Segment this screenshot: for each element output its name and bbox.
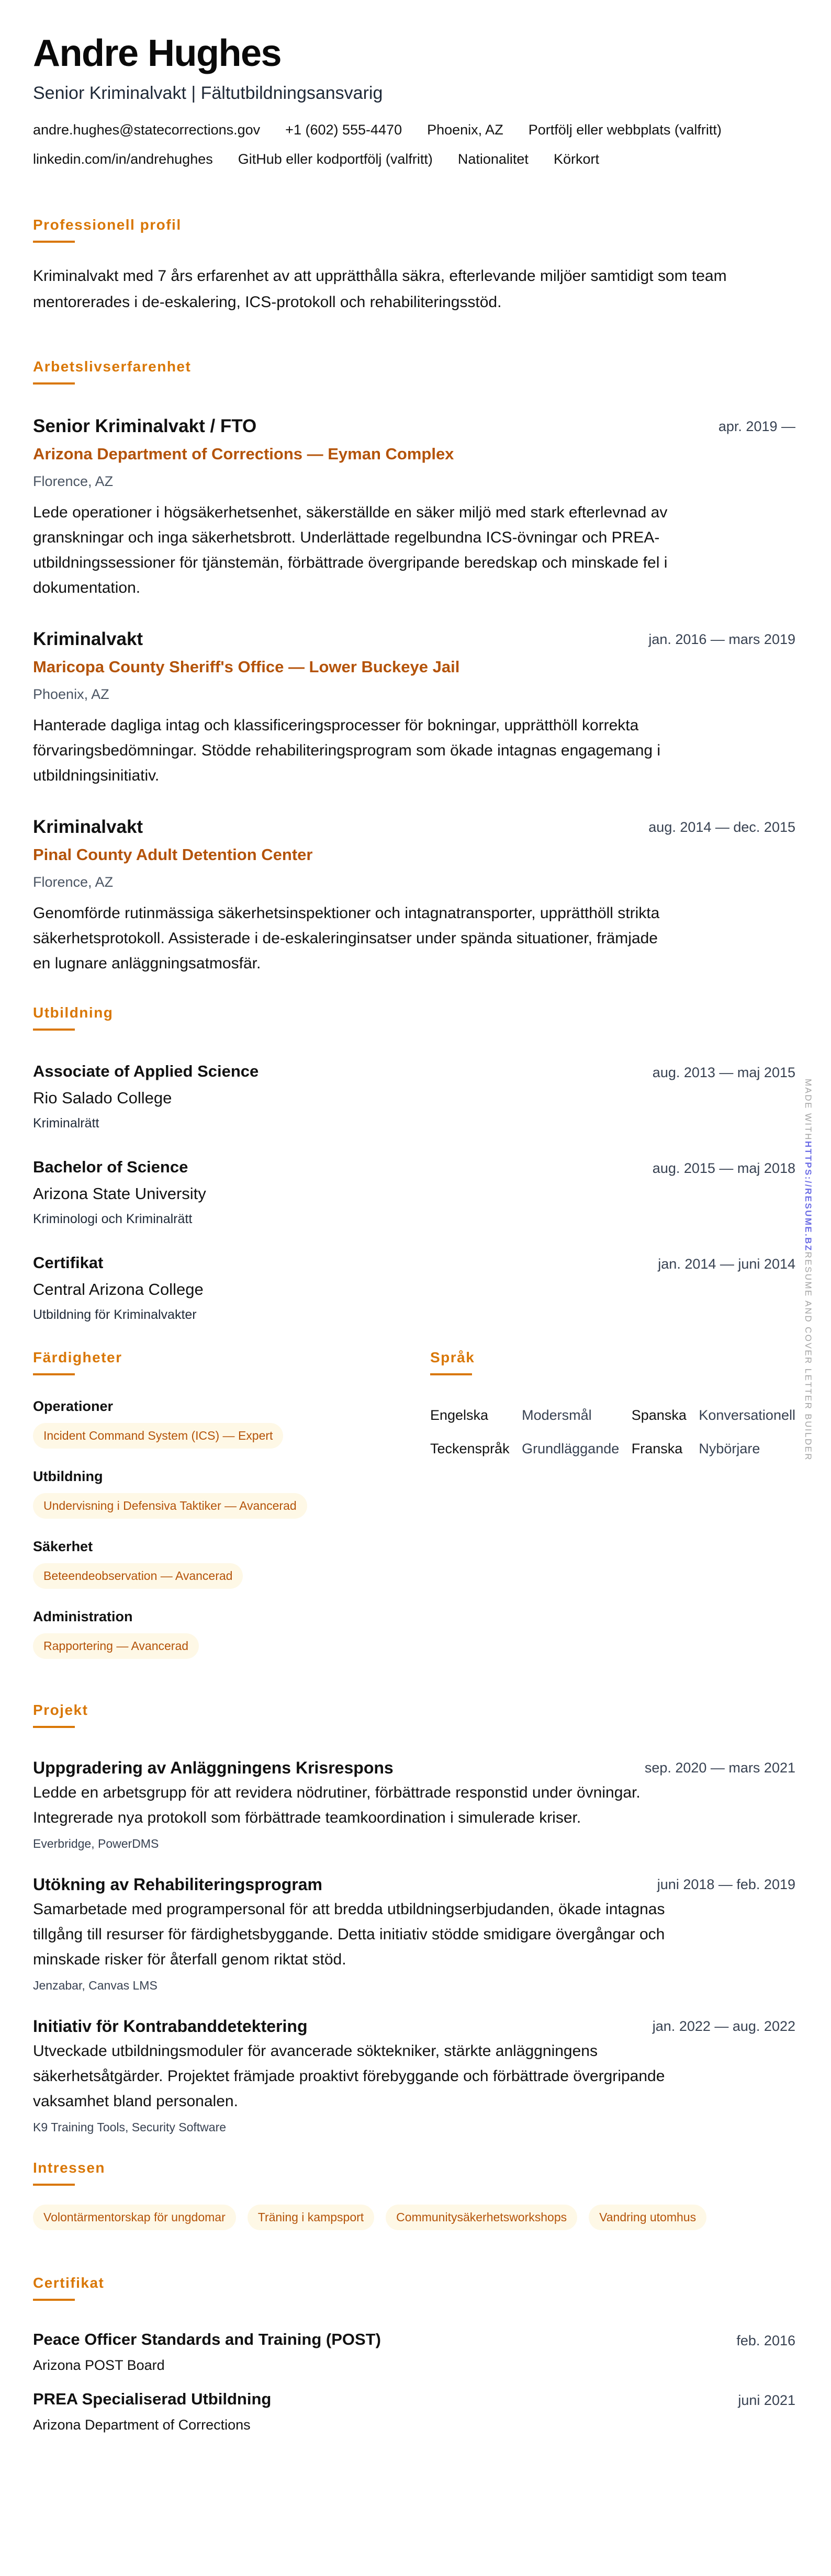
education-entry <box>33 1252 795 1324</box>
project-description: Ledde en arbetsgrupp för att revidera nödrutiner, förbättrade responstid under övningar. Integrerade nya protokoll som förbättrade teamkoordination i simulerade kriser. <box>33 1784 641 1826</box>
interest-chip: Träning i kampsport <box>248 2205 374 2230</box>
watermark-prefix: MADE WITH <box>803 1079 813 1141</box>
skill-groups <box>33 1397 430 1659</box>
education-school: Arizona State University <box>33 1184 206 1203</box>
education-entry <box>33 1157 795 1228</box>
certificate-header-row <box>33 2329 795 2352</box>
education-degree: Certifikat <box>33 1253 104 1272</box>
education-entry <box>33 1061 795 1133</box>
skill-chip-row <box>33 1423 430 1449</box>
skill-category: Utbildning <box>33 1468 103 1484</box>
skill-category: Administration <box>33 1609 133 1624</box>
interest-chip: Volontärmentorskap för ungdomar <box>33 2205 236 2230</box>
contact-portfolio[interactable]: Portfölj eller webbplats (valfritt) <box>528 122 722 138</box>
section-underline <box>430 1373 472 1375</box>
section-underline <box>33 382 75 385</box>
education-school: Central Arizona College <box>33 1280 204 1298</box>
education-header-row <box>33 1157 795 1180</box>
job-title: Kriminalvakt <box>33 629 143 649</box>
section-title: Språk <box>430 1349 475 1365</box>
interest-chip: Communitysäkerhetsworkshops <box>386 2205 577 2230</box>
education-field: Kriminalrätt <box>33 1116 99 1131</box>
project-date: sep. 2020 — mars 2021 <box>644 1760 795 1776</box>
contact-nationality: Nationalitet <box>457 151 529 167</box>
job-title: Kriminalvakt <box>33 817 143 837</box>
skill-chip-row <box>33 1633 430 1659</box>
watermark-link[interactable]: HTTPS://RESUME.BZ <box>803 1140 813 1252</box>
certificate-name: Peace Officer Standards and Training (POST) <box>33 2330 381 2348</box>
project-header-row <box>33 2015 795 2038</box>
certificate-header-row <box>33 2389 795 2412</box>
education-date: aug. 2015 — maj 2018 <box>652 1160 795 1176</box>
skill-chip: Undervisning i Defensiva Taktiker — Avancerad <box>33 1493 307 1519</box>
watermark-suffix: RESUME AND COVER LETTER BUILDER <box>803 1251 813 1461</box>
skill-chip-row <box>33 1493 430 1519</box>
candidate-name: Andre Hughes <box>33 32 282 74</box>
contact-location: Phoenix, AZ <box>427 122 503 138</box>
certificate-date: feb. 2016 <box>736 2333 795 2348</box>
education-school: Rio Salado College <box>33 1089 172 1107</box>
project-title: Utökning av Rehabiliteringsprogram <box>33 1875 322 1894</box>
job-company: Arizona Department of Corrections — Eyman Complex <box>33 445 454 463</box>
contact-email[interactable]: andre.hughes@statecorrections.gov <box>33 122 261 138</box>
education-date: jan. 2014 — juni 2014 <box>658 1256 795 1272</box>
section-underline <box>33 2184 75 2186</box>
profile-section <box>33 216 795 315</box>
skill-category: Operationer <box>33 1398 114 1414</box>
certificate-date: juni 2021 <box>738 2392 795 2408</box>
job-description: Hanterade dagliga intag och klassificeringsprocesser för bokningar, upprätthöll korrekta förvaringsbedömningar. Stödde rehabiliteringsprogram som ökade intagnas engagemang i utbildningsinitiativ. <box>33 717 661 784</box>
contact-linkedin[interactable]: linkedin.com/in/andrehughes <box>33 151 213 167</box>
education-section <box>33 1003 795 1324</box>
project-entry <box>33 1756 795 1853</box>
skill-group <box>33 1607 430 1659</box>
certificate-issuer: Arizona Department of Corrections <box>33 2417 251 2433</box>
project-technologies: Everbridge, PowerDMS <box>33 1837 159 1850</box>
project-description: Utveckade utbildningsmoduler för avancerade söktekniker, stärkte anläggningens säkerhetsåtgärder. Projektet främjade proaktivt förebyggande och förbättrade övergripande vaksamhet bland personalen. <box>33 2042 665 2110</box>
project-entry <box>33 2015 795 2137</box>
interest-chip: Vandring utomhus <box>589 2205 706 2230</box>
section-title: Professionell profil <box>33 217 182 233</box>
job-entry <box>33 816 795 976</box>
section-underline <box>33 2299 75 2301</box>
education-degree: Bachelor of Science <box>33 1158 188 1176</box>
certificate-entry <box>33 2329 795 2375</box>
job-header-row <box>33 415 795 438</box>
section-title: Färdigheter <box>33 1349 122 1365</box>
resume-builder-watermark <box>803 1079 813 1461</box>
skill-chip: Rapportering — Avancerad <box>33 1633 199 1659</box>
project-header-row <box>33 1756 795 1779</box>
job-list <box>33 415 795 976</box>
job-date: apr. 2019 — <box>718 419 795 434</box>
language-name: Teckenspråk <box>430 1441 510 1456</box>
project-title: Initiativ för Kontrabanddetektering <box>33 2017 308 2036</box>
skill-chip-row <box>33 1563 430 1589</box>
education-field: Utbildning för Kriminalvakter <box>33 1307 197 1322</box>
section-title: Certifikat <box>33 2275 105 2291</box>
language-level: Nybörjare <box>699 1441 760 1456</box>
project-date: juni 2018 — feb. 2019 <box>657 1877 795 1892</box>
job-company: Maricopa County Sheriff's Office — Lower Buckeye Jail <box>33 658 460 676</box>
skill-group <box>33 1397 430 1449</box>
education-field: Kriminologi och Kriminalrätt <box>33 1212 193 1226</box>
section-underline <box>33 241 75 243</box>
language-list <box>430 1398 795 1465</box>
job-description: Lede operationer i högsäkerhetsenhet, säkerställde en säker miljö med stark efterlevnad av granskningar och inga säkerhetsbrott. Underlättade regelbundna ICS-övningar och PREA-utbildningssessioner för tjänstemän, förbättrade övergripande beredskap och minskade fel i dokumentation. <box>33 504 668 596</box>
section-title: Arbetslivserfarenhet <box>33 358 192 375</box>
section-underline <box>33 1029 75 1031</box>
project-technologies: K9 Training Tools, Security Software <box>33 2120 227 2134</box>
language-name: Spanska <box>631 1407 687 1423</box>
job-date: jan. 2016 — mars 2019 <box>648 631 795 647</box>
section-title: Projekt <box>33 1702 88 1718</box>
section-underline <box>33 1373 75 1375</box>
certificate-list <box>33 2329 795 2434</box>
skill-group <box>33 1537 430 1589</box>
contact-list <box>33 115 797 174</box>
job-description: Genomförde rutinmässiga säkerhetsinspektioner och intagnatransporter, upprätthöll strikta säkerhetsprotokoll. Assisterade i de-eskaleringinsatser under spända situationer, främjade en lugnare anläggningsatmosfär. <box>33 905 660 972</box>
skill-group <box>33 1467 430 1519</box>
language-name: Engelska <box>430 1407 489 1423</box>
certificate-name: PREA Specialiserad Utbildning <box>33 2390 272 2408</box>
education-date: aug. 2013 — maj 2015 <box>652 1065 795 1080</box>
contact-license: Körkort <box>553 151 599 167</box>
skill-chip: Beteendeobservation — Avancerad <box>33 1563 243 1589</box>
job-header-row <box>33 628 795 651</box>
job-title: Senior Kriminalvakt / FTO <box>33 416 257 436</box>
certificate-issuer: Arizona POST Board <box>33 2357 165 2373</box>
contact-phone[interactable]: +1 (602) 555-4470 <box>285 122 402 138</box>
skill-category: Säkerhet <box>33 1539 93 1554</box>
job-entry <box>33 628 795 788</box>
job-header-row <box>33 816 795 839</box>
contact-github[interactable]: GitHub eller kodportfölj (valfritt) <box>238 151 433 167</box>
job-location: Phoenix, AZ <box>33 686 109 702</box>
certificates-section <box>33 2274 795 2434</box>
job-location: Florence, AZ <box>33 874 114 890</box>
skills-languages-row <box>33 1348 795 1677</box>
language-level: Grundläggande <box>522 1441 620 1456</box>
project-description: Samarbetade med programpersonal för att bredda utbildningserbjudanden, ökade intagnas tillgång till resurser för färdighetsbyggande. Detta initiativ stödde smidigare övergångar och minskade risker för återfall genom riktat stöd. <box>33 1901 665 1968</box>
education-header-row <box>33 1061 795 1084</box>
profile-summary: Kriminalvakt med 7 års erfarenhet av att upprätthålla säkra, efterlevande miljöer samtidigt som team mentorerades i de-eskalering, ICS-protokoll och rehabiliteringsstöd. <box>33 267 727 311</box>
project-entry <box>33 1873 795 1995</box>
interests-section <box>33 2159 795 2230</box>
section-title: Utbildning <box>33 1004 114 1021</box>
language-level: Modersmål <box>522 1407 592 1423</box>
skill-chip: Incident Command System (ICS) — Expert <box>33 1423 283 1449</box>
job-location: Florence, AZ <box>33 473 114 489</box>
job-date: aug. 2014 — dec. 2015 <box>648 819 795 835</box>
section-title: Intressen <box>33 2160 105 2176</box>
education-degree: Associate of Applied Science <box>33 1062 259 1080</box>
experience-section <box>33 357 795 976</box>
project-date: jan. 2022 — aug. 2022 <box>652 2018 795 2034</box>
project-list <box>33 1756 795 2137</box>
languages-section <box>430 1348 795 1677</box>
projects-section <box>33 1701 795 2137</box>
language-level: Konversationell <box>699 1407 795 1423</box>
candidate-headline: Senior Kriminalvakt | Fältutbildningsansvarig <box>33 83 383 103</box>
language-name: Franska <box>631 1441 683 1456</box>
job-company: Pinal County Adult Detention Center <box>33 845 313 864</box>
resume-header <box>33 32 795 174</box>
section-underline <box>33 1726 75 1728</box>
skills-section <box>33 1348 430 1677</box>
education-list <box>33 1061 795 1324</box>
resume-page <box>33 0 795 2448</box>
interest-list <box>33 2205 795 2230</box>
project-technologies: Jenzabar, Canvas LMS <box>33 1979 158 1992</box>
certificate-entry <box>33 2389 795 2434</box>
project-title: Uppgradering av Anläggningens Krisrespons <box>33 1758 394 1777</box>
education-header-row <box>33 1252 795 1275</box>
project-header-row <box>33 1873 795 1896</box>
job-entry <box>33 415 795 601</box>
